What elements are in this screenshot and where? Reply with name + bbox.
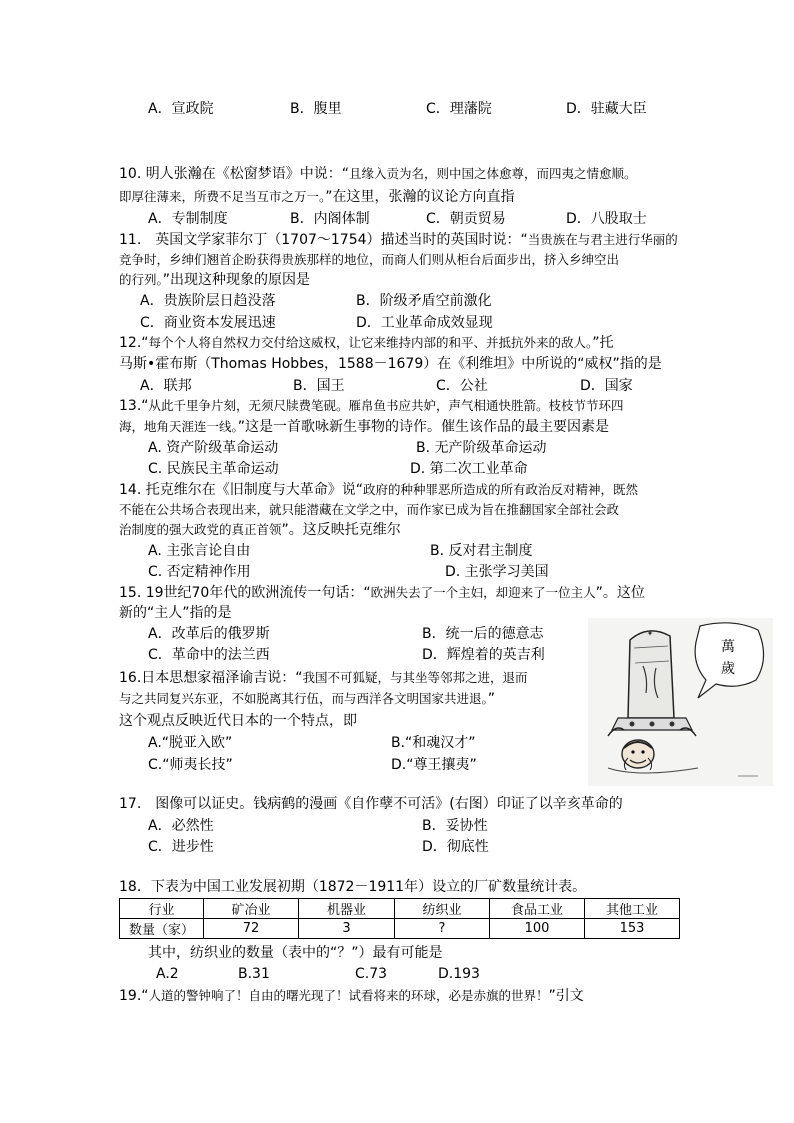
q14-option-a: A. 主张言论自由 (148, 543, 251, 559)
bubble-char-2: 歲 (721, 661, 735, 677)
q15-line-2: 新的“主人”指的是 (119, 605, 232, 621)
q17-option-a: A．必然性 (148, 818, 214, 834)
q16-line-2: 与之共同复兴东亚，不如脱离其行伍，而与西洋各文明国家共进退。” (119, 691, 496, 707)
q13-option-d: D. 第二次工业革命 (410, 461, 528, 477)
q11-option-d: D．工业革命成效显现 (356, 315, 493, 331)
q18-line-1: 18．下表为中国工业发展初期（1872－1911年）设立的厂矿数量统计表。 (119, 879, 587, 895)
table-header-cell: 机器业 (299, 899, 395, 919)
q12-line-1: 12.“每个个人将自然权力交付给这威权，让它来维持内部的和平、并抵抗外来的敌人。”托 (119, 335, 614, 351)
q11-option-c: C．商业资本发展迅速 (140, 315, 276, 331)
cartoon-drawing (588, 618, 773, 786)
q15-line-1: 15. 19世纪70年代的欧洲流传一句话：“欧洲失去了一个主妇，却迎来了一位主人”。这位 (119, 585, 645, 601)
q14-line-1: 14. 托克维尔在《旧制度与大革命》说“政府的种种罪恶所造成的所有政治反对精神，既然 (119, 482, 638, 498)
q12-line-2: 马斯•霍布斯（Thomas Hobbes，1588－1679）在《利维坦》中所说的“威权”指的是 (119, 356, 662, 372)
q11-option-a: A．贵族阶层日趋没落 (140, 293, 276, 309)
table-cell: 153 (585, 919, 680, 939)
q17-option-b: B．妥协性 (422, 818, 488, 834)
q11-line-1: 11. 英国文学家菲尔丁（1707～1754）描述当时的英国时说：“当贵族在与君主进行华丽的 (119, 232, 678, 248)
q13-line-2: 海，地角天涯连一线。”这是一首歌咏新生事物的诗作。催生该作品的最主要因素是 (119, 419, 610, 435)
q15-option-b: B．统一后的德意志 (422, 626, 544, 642)
q12-option-a: A．联邦 (140, 378, 192, 394)
q18-option-d: D.193 (438, 966, 480, 982)
q12-option-b: B．国王 (293, 378, 345, 394)
q18-option-b: B.31 (238, 966, 270, 982)
q16-option-a: A.“脱亚入欧” (148, 735, 233, 751)
q16-option-b: B.“和魂汉才” (391, 735, 476, 751)
q10-line-1: 10. 明人张瀚在《松窗梦语》中说：“且缘入贡为名，则中国之体愈尊，而四夷之情愈顺。 (119, 166, 637, 182)
q13-option-b: B. 无产阶级革命运动 (416, 440, 547, 456)
q9-option-d: D．驻藏大臣 (566, 101, 647, 117)
q18-option-c: C.73 (355, 966, 388, 982)
q14-line-3: 治制度的强大政党的真正首领”。这反映托克维尔 (119, 522, 401, 538)
q12-option-d: D．国家 (580, 378, 633, 394)
q13-option-a: A. 资产阶级革命运动 (148, 440, 279, 456)
q10-option-d: D．八股取士 (566, 211, 647, 227)
q18-option-a: A.2 (156, 966, 179, 982)
q9-option-b: B．腹里 (290, 101, 342, 117)
q18-line-2: 其中，纺织业的数量（表中的“？”）最有可能是 (148, 945, 443, 961)
q11-option-b: B．阶级矛盾空前激化 (356, 293, 492, 309)
q10-line-2: 即厚往薄来，所费不足当互市之万一。”在这里，张瀚的议论方向直指 (119, 189, 515, 205)
q15-option-c: C．革命中的法兰西 (148, 647, 270, 663)
table-header-cell: 矿冶业 (204, 899, 299, 919)
q16-line-1: 16.日本思想家福泽谕吉说：“我国不可狐疑，与其坐等邻邦之进，退而 (119, 670, 528, 686)
q11-line-3: 的行列。”出现这种现象的原因是 (119, 272, 311, 288)
table-cell: 100 (490, 919, 585, 939)
bubble-char-1: 萬 (721, 639, 735, 655)
table-cell: 数量（家） (120, 919, 204, 939)
table-header-cell: 食品工业 (490, 899, 585, 919)
factory-stats-table (119, 898, 680, 939)
cartoon-illustration (588, 618, 773, 786)
table-cell: 72 (204, 919, 299, 939)
q10-option-b: B．内阁体制 (290, 211, 370, 227)
q15-option-d: D．辉煌着的英吉利 (422, 647, 545, 663)
q12-option-c: C．公社 (436, 378, 488, 394)
table-header-cell: 其他工业 (585, 899, 680, 919)
q15-option-a: A．改革后的俄罗斯 (148, 626, 270, 642)
q14-line-2: 不能在公共场合表现出来，就只能潜藏在文学之中，而作家已成为旨在推翻国家全部社会政 (119, 502, 620, 517)
table-header-cell: 行业 (120, 899, 204, 919)
q14-option-c: C. 否定精神作用 (148, 564, 251, 580)
q14-option-d: D. 主张学习美国 (445, 564, 549, 580)
q9-option-c: C．理藩院 (426, 101, 492, 117)
q11-line-2: 竞争时，乡绅们翘首企盼获得贵族那样的地位，而商人们则从柜台后面步出，挤入乡绅空出 (119, 252, 620, 267)
q16-line-3: 这个观点反映近代日本的一个特点，即 (119, 713, 357, 729)
q10-option-c: C．朝贡贸易 (426, 211, 506, 227)
q10-option-a: A．专制制度 (148, 211, 228, 227)
q17-line-1: 17. 图像可以证史。钱病鹤的漫画《自作孽不可活》(右图）印证了以辛亥革命的 (119, 796, 623, 812)
q16-option-c: C.“师夷长技” (148, 757, 233, 773)
q16-option-d: D.“尊王攘夷” (391, 757, 477, 773)
table-cell: ? (395, 919, 490, 939)
table-header-row (120, 899, 680, 919)
q13-option-c: C. 民族民主革命运动 (148, 461, 279, 477)
q19-line-1: 19.“人道的警钟响了！自由的曙光现了！试看将来的环球，必是赤旗的世界！”引文 (119, 988, 584, 1004)
table-cell: 3 (299, 919, 395, 939)
table-row (120, 919, 680, 939)
q17-option-c: C．进步性 (148, 839, 214, 855)
q17-option-d: D．彻底性 (422, 839, 489, 855)
q9-option-a: A．宣政院 (148, 101, 214, 117)
svg-text:✦: ✦ (646, 629, 654, 638)
table-header-cell: 纺织业 (395, 899, 490, 919)
q14-option-b: B. 反对君主制度 (430, 543, 533, 559)
q13-line-1: 13.“从此千里争片刻，无须尺牍费笔砚。雁帛鱼书应共妒，声气相通快胜箭。枝枝节节环四 (119, 398, 624, 414)
